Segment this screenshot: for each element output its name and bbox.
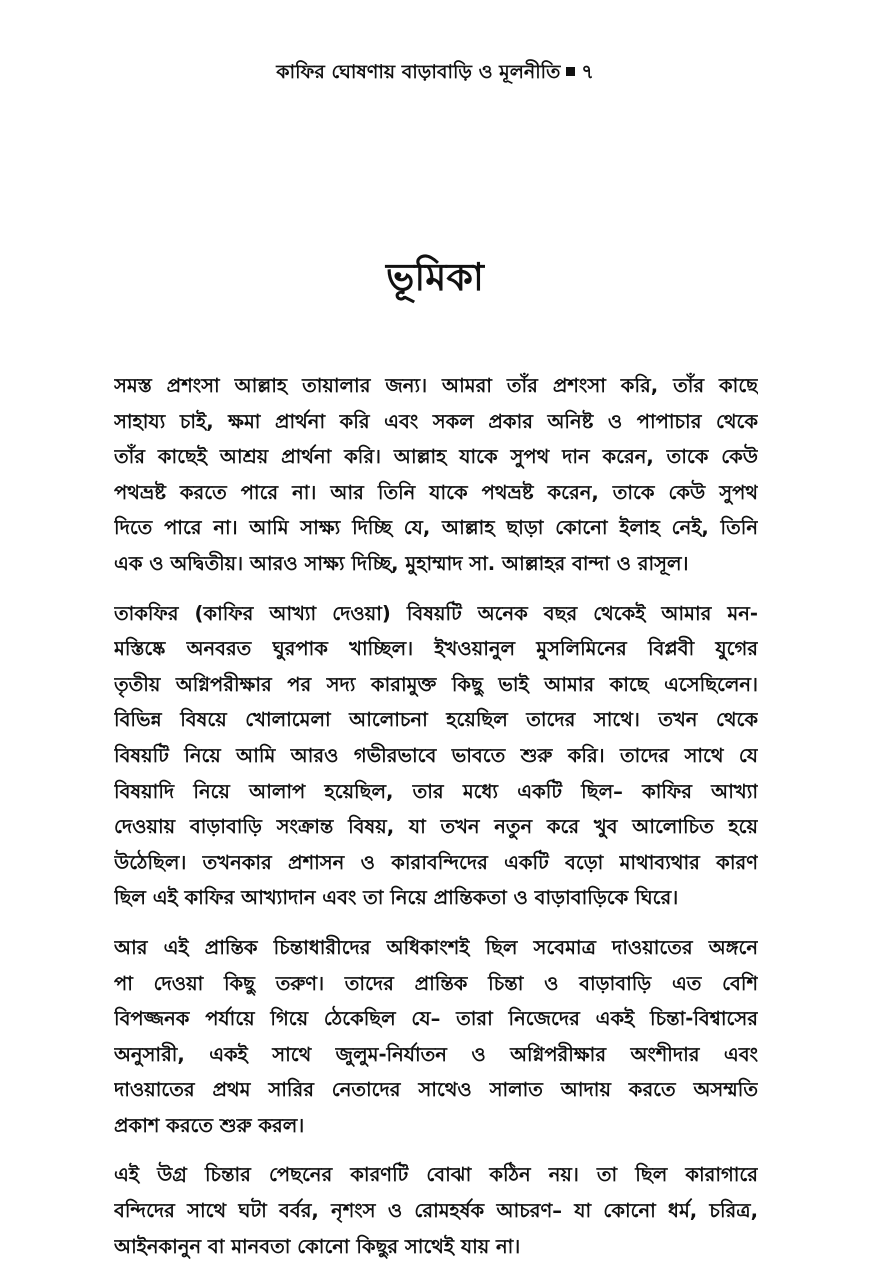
text-line: দেওয়ায় বাড়াবাড়ি সংক্রান্ত বিষয়, যা তখন নতুন করে খুব আলোচিত হয়ে: [114, 815, 758, 839]
text-line: বিষয়াদি নিয়ে আলাপ হয়েছিল, তার মধ্যে একটি ছিল– কাফির আখ্যা: [114, 779, 758, 803]
text-line: প্রকাশ করতে শুরু করল।: [114, 1113, 305, 1137]
text-line: এই উগ্র চিন্তার পেছনের কারণটি বোঝা কঠিন নয়। তা ছিল কারাগারে: [114, 1163, 758, 1187]
paragraph-3: [114, 930, 758, 1144]
text-line: উঠেছিল। তখনকার প্রশাসন ও কারাবন্দিদের একটি বড়ো মাথাব্যথার কারণ: [114, 850, 758, 874]
text-line: অনুসারী, একই সাথে জুলুম-নির্যাতন ও অগ্নিপরীক্ষার অংশীদার এবং: [114, 1042, 758, 1066]
body-text: [114, 368, 758, 1278]
paragraph-1: [114, 368, 758, 582]
text-line: ছিল এই কাফির আখ্যাদান এবং তা নিয়ে প্রান্তিকতা ও বাড়াবাড়িকে ঘিরে।: [114, 886, 679, 910]
text-line: পথভ্রষ্ট করতে পারে না। আর তিনি যাকে পথভ্রষ্ট করেন, তাকে কেউ সুপথ: [114, 480, 758, 504]
text-line: দাওয়াতের প্রথম সারির নেতাদের সাথেও সালাত আদায় করতে অসম্মতি: [114, 1078, 758, 1102]
text-line: তৃতীয় অগ্নিপরীক্ষার পর সদ্য কারামুক্ত কিছু ভাই আমার কাছে এসেছিলেন।: [114, 672, 758, 696]
page-number: ৭: [581, 61, 594, 83]
text-line: বন্দিদের সাথে ঘটা বর্বর, নৃশংস ও রোমহর্ষক আচরণ– যা কোনো ধর্ম, চরিত্র,: [114, 1199, 758, 1223]
text-line: তাঁর কাছেই আশ্রয় প্রার্থনা করি। আল্লাহ যাকে সুপথ দান করেন, তাকে কেউ: [114, 445, 758, 469]
text-line: দিতে পারে না। আমি সাক্ষ্য দিচ্ছি যে, আল্লাহ ছাড়া কোনো ইলাহ নেই, তিনি: [114, 516, 758, 540]
text-line: আইনকানুন বা মানবতা কোনো কিছুর সাথেই যায় না।: [114, 1234, 521, 1258]
square-bullet-icon: [566, 67, 575, 76]
text-line: পা দেওয়া কিছু তরুণ। তাদের প্রান্তিক চিন্তা ও বাড়াবাড়ি এত বেশি: [114, 971, 758, 995]
text-line: তাকফির (কাফির আখ্যা দেওয়া) বিষয়টি অনেক বছর থেকেই আমার মন-: [114, 601, 758, 625]
text-line: বিভিন্ন বিষয়ে খোলামেলা আলোচনা হয়েছিল তাদের সাথে। তখন থেকে: [114, 708, 758, 732]
text-line: এক ও অদ্বিতীয়। আরও সাক্ষ্য দিচ্ছি, মুহাম্মাদ সা. আল্লাহর বান্দা ও রাসূল।: [114, 551, 689, 575]
text-line: মস্তিষ্কে অনবরত ঘুরপাক খাচ্ছিল। ইখওয়ানুল মুসলিমিনের বিপ্লবী যুগের: [114, 637, 758, 661]
paragraph-2: [114, 596, 758, 916]
paragraph-4: [114, 1157, 758, 1264]
text-line: আর এই প্রান্তিক চিন্তাধারীদের অধিকাংশই ছিল সবেমাত্র দাওয়াতের অঙ্গনে: [114, 935, 758, 959]
text-line: সমস্ত প্রশংসা আল্লাহ তায়ালার জন্য। আমরা তাঁর প্রশংসা করি, তাঁর কাছে: [114, 374, 758, 397]
text-line: বিপজ্জনক পর্যায়ে গিয়ে ঠেকেছিল যে– তারা নিজেদের একই চিন্তা-বিশ্বাসের: [114, 1007, 758, 1031]
text-line: সাহায্য চাই, ক্ষমা প্রার্থনা করি এবং সকল প্রকার অনিষ্ট ও পাপাচার থেকে: [114, 409, 758, 433]
text-line: বিষয়টি নিয়ে আমি আরও গভীরভাবে ভাবতে শুরু করি। তাদের সাথে যে: [114, 743, 758, 767]
running-title: কাফির ঘোষণায় বাড়াবাড়ি ও মূলনীতি: [276, 61, 561, 83]
chapter-title: ভূমিকা: [386, 255, 484, 299]
running-header: [0, 58, 870, 90]
